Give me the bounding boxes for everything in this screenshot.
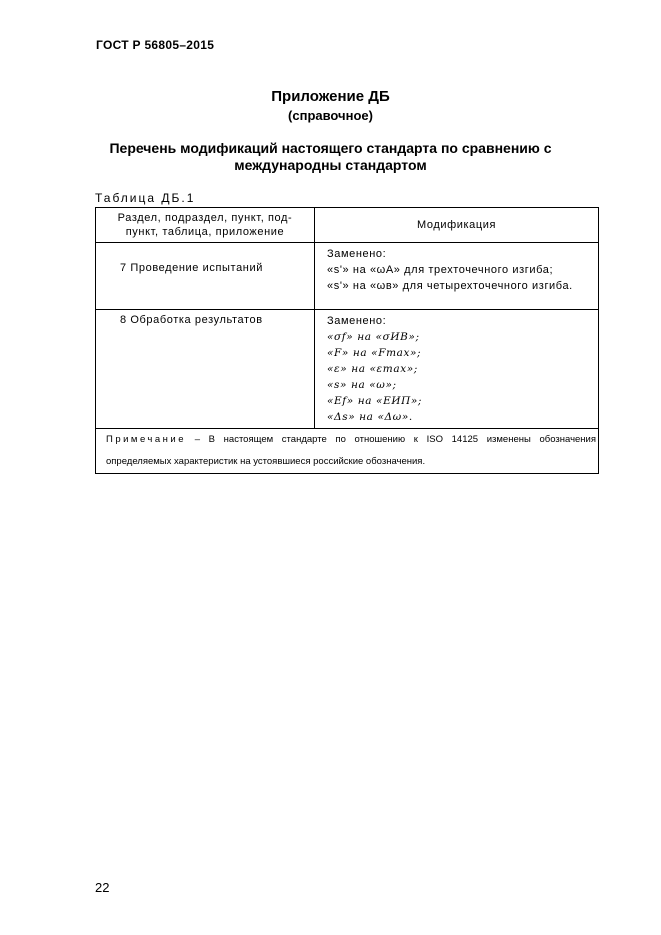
table-caption: Таблица ДБ.1 [95, 191, 196, 205]
table-note [96, 429, 599, 474]
appendix-heading-line1: Перечень модификаций настоящего стандарта по сравнению с [109, 140, 552, 156]
row-section-label: 7 Проведение испытаний [120, 262, 263, 274]
modification-line: «s'» на «ωA» для трехточечного изгиба; [327, 264, 554, 276]
col-modification-header: Модификация [315, 208, 599, 243]
modification-line: Заменено: [327, 248, 387, 260]
row-section-cell [96, 243, 315, 310]
row-modification-cell [315, 243, 599, 310]
modifications-table [95, 207, 599, 474]
table-row [96, 243, 599, 310]
modification-line: «σf» на «σИВ»; [327, 331, 420, 343]
modification-line: «F» на «Fmax»; [327, 347, 422, 359]
modification-line: «s'» на «ωв» для четырехточечного изгиба. [327, 280, 573, 292]
appendix-heading [0, 140, 661, 174]
row-modification-cell [315, 310, 599, 429]
col-section-header-line1: Раздел, подраздел, пункт, под- [117, 212, 293, 224]
note-prefix: Примечание [106, 434, 186, 445]
table-row [96, 310, 599, 429]
table-header-row [96, 208, 599, 243]
col-section-header-line2: пункт, таблица, приложение [125, 226, 285, 238]
modification-line: «Ef» на «EИП»; [327, 395, 423, 407]
appendix-title: Приложение ДБ [271, 88, 390, 105]
appendix-heading-line2: международны стандартом [234, 157, 427, 173]
col-section-header [96, 208, 315, 243]
row-section-label: 8 Обработка результатов [120, 314, 263, 326]
document-header: ГОСТ Р 56805–2015 [96, 38, 215, 52]
table-note-row [96, 429, 599, 474]
modification-line: Заменено: [327, 315, 387, 327]
note-text: – В настоящем стандарте по отношению к ISO 14125 изменены обозначения определяемых характеристик на устоявшиеся российские обозначения. [106, 434, 596, 467]
row-section-cell [96, 310, 315, 429]
modification-line: «Δs» на «Δω». [327, 411, 413, 423]
page-number: 22 [95, 880, 110, 895]
modification-line: «s» на «ω»; [327, 379, 397, 391]
modification-line: «ε» на «εmax»; [327, 363, 418, 375]
appendix-subtitle: (справочное) [288, 108, 373, 123]
